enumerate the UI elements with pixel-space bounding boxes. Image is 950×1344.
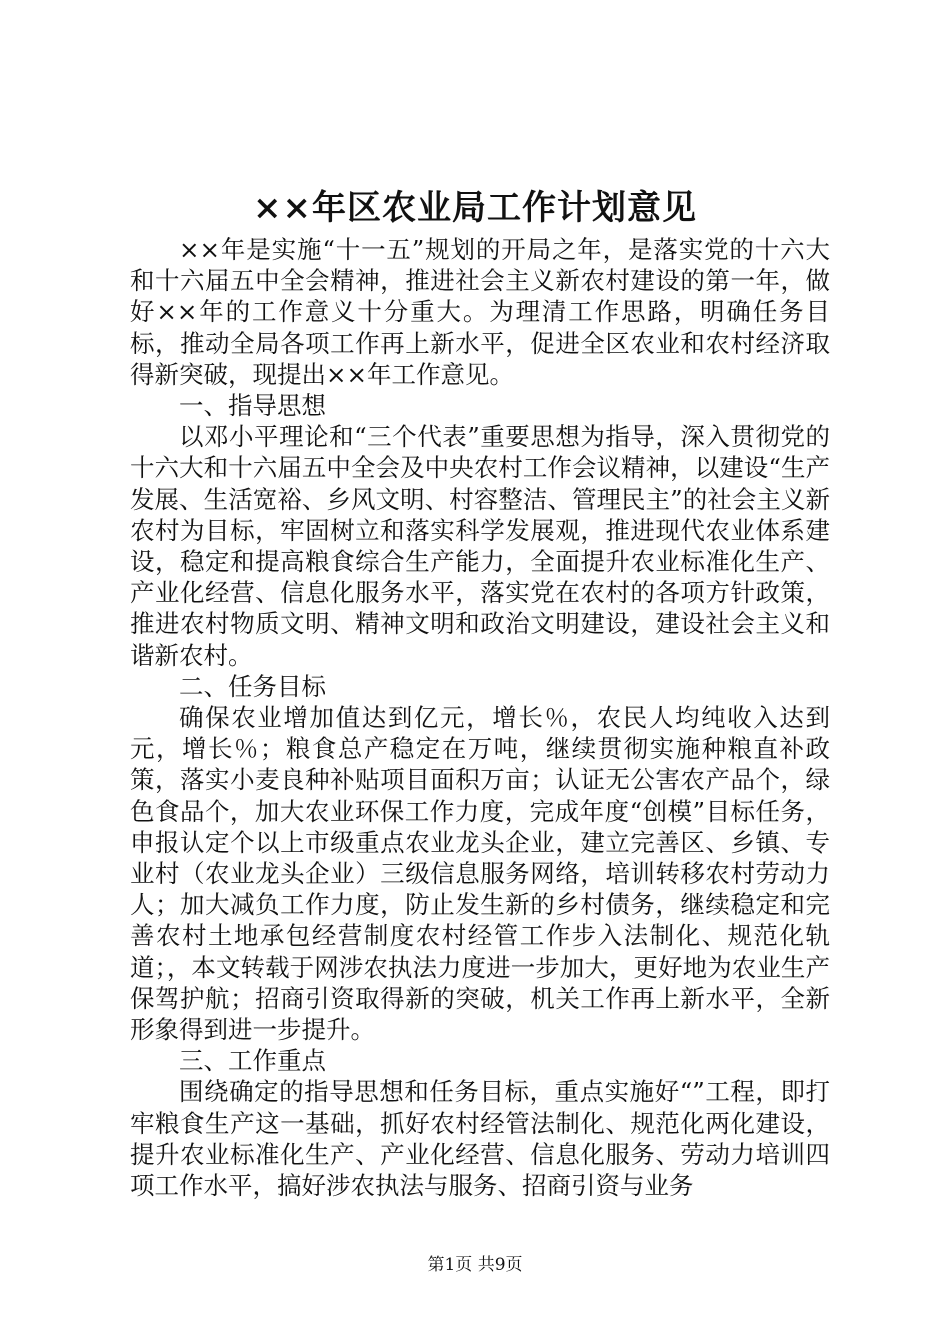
section-heading-guiding-ideology: 一、指导思想 — [179, 391, 326, 421]
section-heading-task-goals: 二、任务目标 — [179, 671, 326, 701]
paragraph-intro: ××年是实施“十一五”规划的开局之年，是落实党的十六大和十六届五中全会精神，推进社会主义新农村建设的第一年，做好××年的工作意义十分重大。为理清工作思路，明确任务目标，推动全局各项工作再上新水平，促进全区农业和农村经济取得新突破，现提出××年工作意见。 — [130, 235, 830, 389]
document-title: ××年区农业局工作计划意见 — [253, 188, 697, 228]
page-number-footer: 第1页 共9页 — [427, 1255, 523, 1275]
document-body — [130, 234, 830, 1201]
paragraph-work-focus: 围绕确定的指导思想和任务目标，重点实施好“”工程，即打牢粮食生产这一基础，抓好农村经管法制化、规范化两化建设，提升农业标准化生产、产业化经营、信息化服务、劳动力培训四项工作水平，搞好涉农执法与服务、招商引资与业务 — [130, 1077, 830, 1201]
paragraph-task-goals: 确保农业增加值达到亿元，增长％，农民人均纯收入达到元，增长％；粮食总产稳定在万吨，继续贯彻实施种粮直补政策，落实小麦良种补贴项目面积万亩；认证无公害农产品个，绿色食品个，加大农业环保工作力度，完成年度“创模”目标任务，申报认定个以上市级重点农业龙头企业，建立完善区、乡镇、专业村（农业龙头企业）三级信息服务网络，培训转移农村劳动力人；加大减负工作力度，防止发生新的乡村债务，继续稳定和完善农村土地承包经营制度农村经管工作步入法制化、规范化轨道；，本文转载于网涉农执法力度进一步加大，更好地为农业生产保驾护航；招商引资取得新的突破，机关工作再上新水平，全新形象得到进一步提升。 — [130, 703, 830, 1045]
section-heading-work-focus: 三、工作重点 — [179, 1046, 326, 1076]
paragraph-guiding-ideology: 以邓小平理论和“三个代表”重要思想为指导，深入贯彻党的十六大和十六届五中全会及中央农村工作会议精神，以建设“生产发展、生活宽裕、乡风文明、村容整洁、管理民主”的社会主义新农村为目标，牢固树立和落实科学发展观，推进现代农业体系建设，稳定和提高粮食综合生产能力，全面提升农业标准化生产、产业化经营、信息化服务水平，落实党在农村的各项方针政策，推进农村物质文明、精神文明和政治文明建设，建设社会主义和谐新农村。 — [130, 422, 830, 670]
